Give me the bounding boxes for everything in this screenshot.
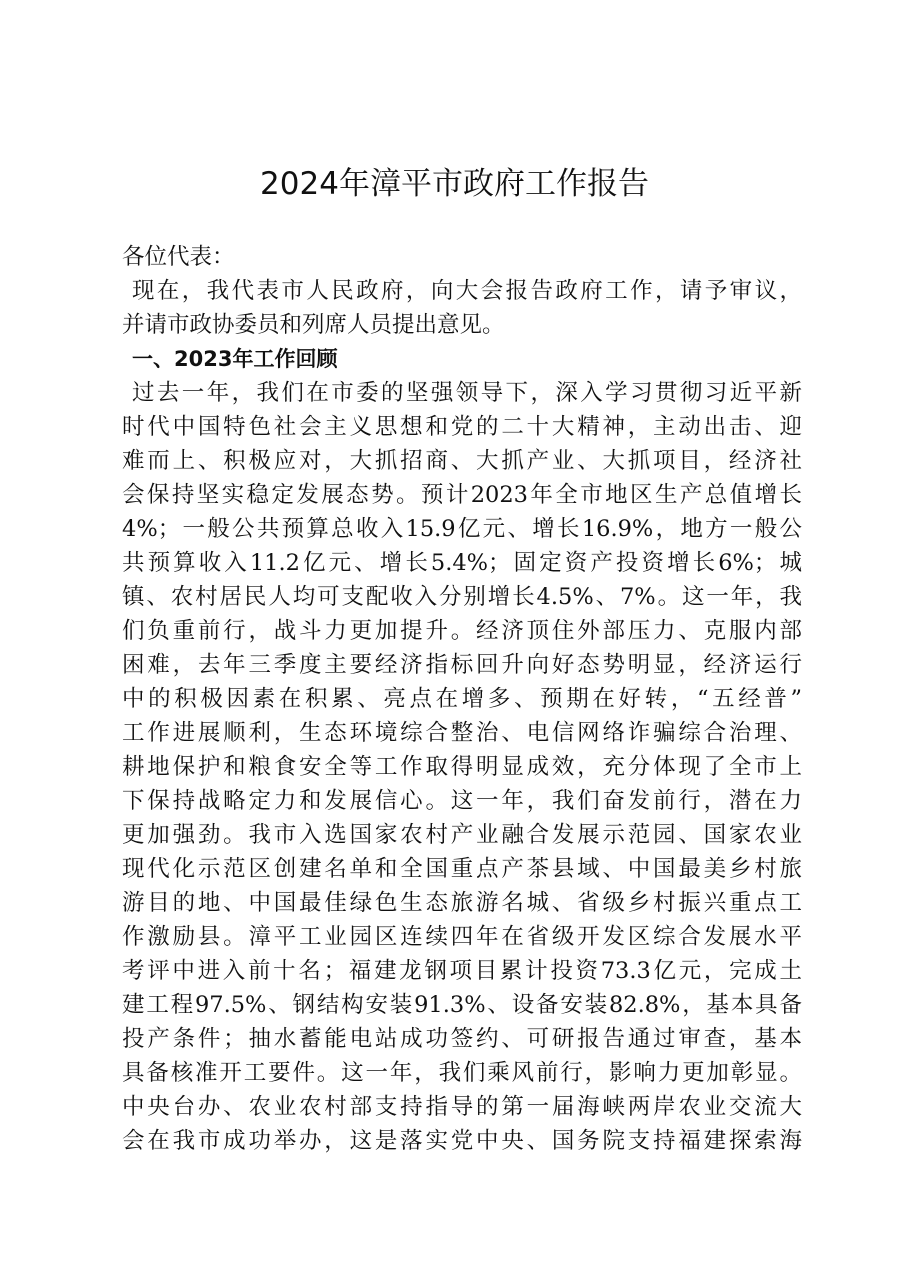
paragraph-line: 会在我市成功举办，这是落实党中央、国务院支持福建探索海 — [122, 1128, 802, 1154]
intro-line: 并请市政协委员和列席人员提出意见。 — [122, 312, 505, 338]
paragraph-line: 会保持坚实稳定发展态势。预计2023年全市地区生产总值增长 — [122, 482, 802, 508]
paragraph-line: 难而上、积极应对，大抓招商、大抓产业、大抓项目，经济社 — [122, 448, 802, 474]
document-title: 2024年漳平市政府工作报告 — [260, 166, 649, 202]
paragraph-line: 镇、农村居民人均可支配收入分别增长4.5%、7%。这一年，我 — [122, 584, 802, 610]
paragraph-line: 4%；一般公共预算总收入15.9亿元、增长16.9%，地方一般公 — [122, 516, 802, 542]
paragraph-line: 考评中进入前十名；福建龙钢项目累计投资73.3亿元，完成土 — [122, 958, 802, 984]
paragraph-line: 们负重前行，战斗力更加提升。经济顶住外部压力、克服内部 — [122, 618, 802, 644]
paragraph-line: 更加强劲。我市入选国家农村产业融合发展示范园、国家农业 — [122, 822, 802, 848]
paragraph-line: 困难，去年三季度主要经济指标回升向好态势明显，经济运行 — [122, 652, 802, 678]
paragraph-line: 中央台办、农业农村部支持指导的第一届海峡两岸农业交流大 — [122, 1094, 802, 1120]
intro-line: 现在，我代表市人民政府，向大会报告政府工作，请予审议， — [132, 278, 802, 304]
paragraph-line: 过去一年，我们在市委的坚强领导下，深入学习贯彻习近平新 — [132, 380, 802, 406]
salutation: 各位代表： — [122, 244, 235, 270]
paragraph-line: 具备核准开工要件。这一年，我们乘风前行，影响力更加彰显。 — [122, 1060, 802, 1086]
paragraph-line: 建工程97.5%、钢结构安装91.3%、设备安装82.8%，基本具备 — [122, 992, 802, 1018]
paragraph-line: 共预算收入11.2亿元、增长5.4%；固定资产投资增长6%；城 — [122, 550, 802, 576]
paragraph-line: 作激励县。漳平工业园区连续四年在省级开发区综合发展水平 — [122, 924, 802, 950]
paragraph-line: 中的积极因素在积累、亮点在增多、预期在好转，“五经普” — [122, 686, 802, 712]
paragraph-line: 下保持战略定力和发展信心。这一年，我们奋发前行，潜在力 — [122, 788, 802, 814]
paragraph-line: 现代化示范区创建名单和全国重点产茶县域、中国最美乡村旅 — [122, 856, 802, 882]
paragraph-line: 游目的地、中国最佳绿色生态旅游名城、省级乡村振兴重点工 — [122, 890, 802, 916]
paragraph-line: 投产条件；抽水蓄能电站成功签约、可研报告通过审查，基本 — [122, 1026, 802, 1052]
section-heading: 一、2023年工作回顾 — [132, 347, 338, 371]
paragraph-line: 时代中国特色社会主义思想和党的二十大精神，主动出击、迎 — [122, 414, 802, 440]
paragraph-line: 耕地保护和粮食安全等工作取得明显成效，充分体现了全市上 — [122, 754, 802, 780]
paragraph-line: 工作进展顺利，生态环境综合整治、电信网络诈骗综合治理、 — [122, 720, 802, 746]
document-body — [122, 240, 802, 1158]
